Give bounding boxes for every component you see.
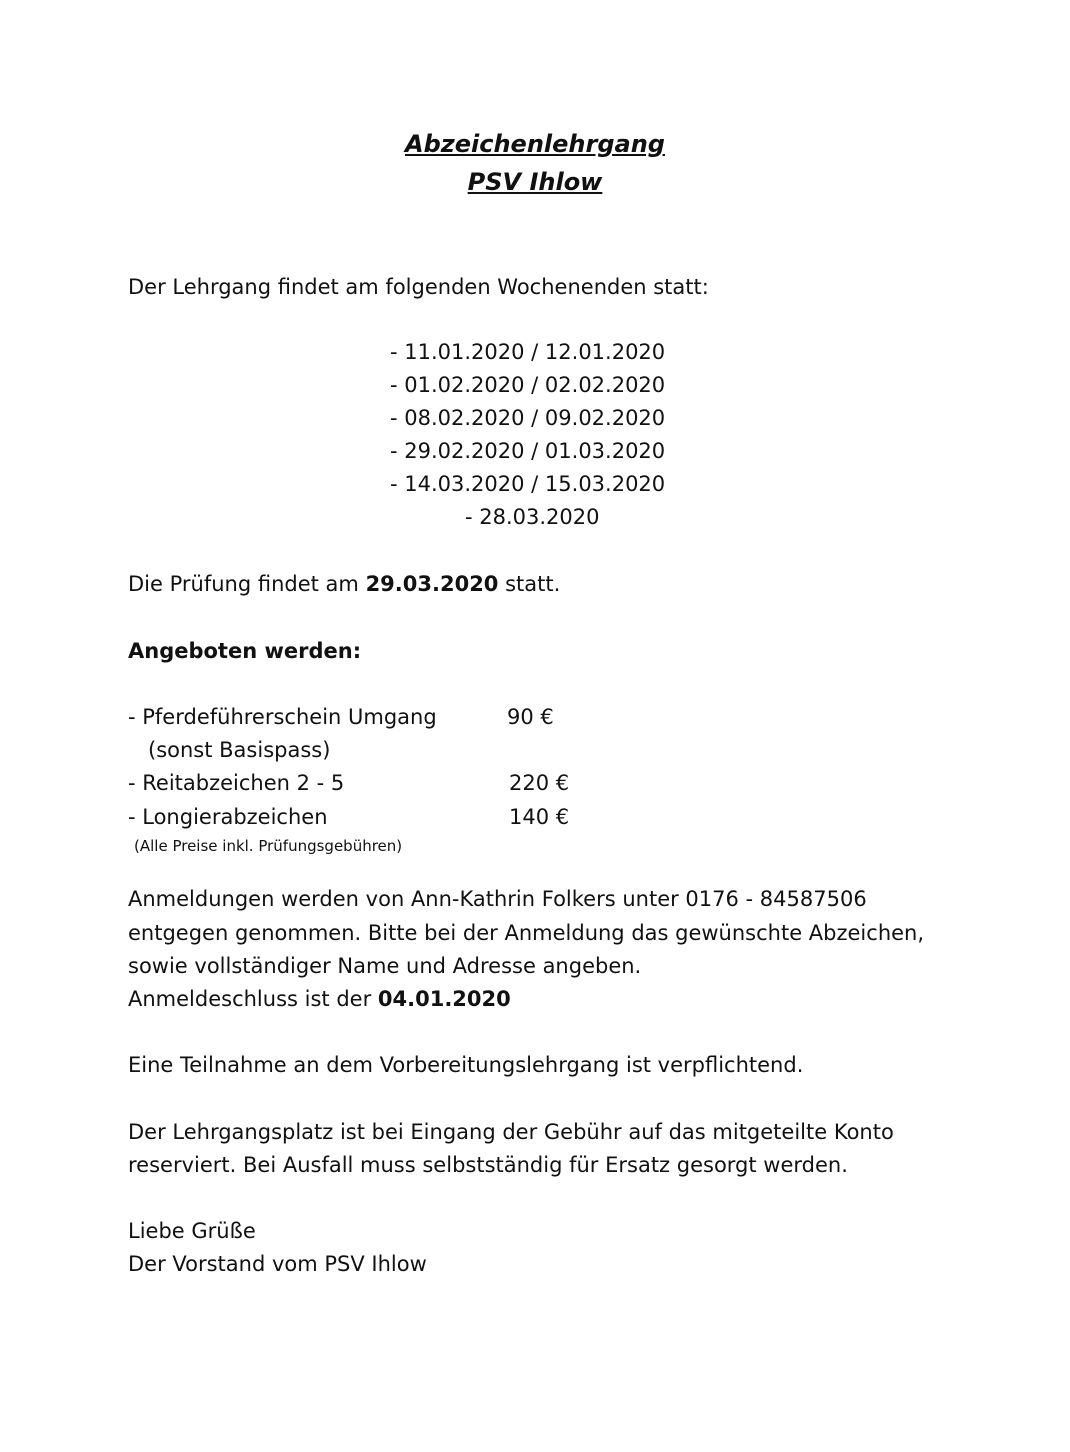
deadline-date: 04.01.2020 (377, 987, 511, 1011)
closing-signature: Der Vorstand vom PSV Ihlow (128, 1252, 427, 1276)
registration-line: sowie vollständiger Name und Adresse angeben. (128, 954, 642, 978)
offer-label: - Pferdeführerschein Umgang (128, 705, 437, 729)
price-note: (Alle Preise inkl. Prüfungsgebühren) (134, 837, 403, 855)
offer-label: - Longierabzeichen (128, 805, 328, 829)
deadline-prefix: Anmeldeschluss ist der (128, 987, 378, 1011)
date-item: - 28.03.2020 (465, 505, 600, 529)
mandatory-text: Eine Teilnahme an dem Vorbereitungslehrgang ist verpflichtend. (128, 1053, 804, 1077)
offer-label: - Reitabzeichen 2 - 5 (128, 771, 345, 795)
registration-line: entgegen genommen. Bitte bei der Anmeldung das gewünschte Abzeichen, (128, 921, 925, 945)
reservation-line: reserviert. Bei Ausfall muss selbstständig für Ersatz gesorgt werden. (128, 1153, 848, 1177)
document-subtitle: PSV Ihlow (467, 168, 603, 196)
registration-deadline (128, 987, 511, 1011)
exam-text (128, 572, 560, 596)
intro-text: Der Lehrgang findet am folgenden Wochenenden statt: (128, 275, 709, 299)
date-item: - 11.01.2020 / 12.01.2020 (390, 340, 666, 364)
exam-prefix: Die Prüfung findet am (128, 572, 366, 596)
offer-note: (sonst Basispass) (148, 738, 331, 762)
closing-greeting: Liebe Grüße (128, 1219, 256, 1243)
offer-price: 140 € (509, 805, 570, 829)
offers-heading: Angeboten werden: (128, 639, 362, 663)
date-item: - 01.02.2020 / 02.02.2020 (390, 373, 666, 397)
exam-date: 29.03.2020 (365, 572, 499, 596)
date-item: - 08.02.2020 / 09.02.2020 (390, 406, 666, 430)
date-item: - 14.03.2020 / 15.03.2020 (390, 472, 666, 496)
registration-line: Anmeldungen werden von Ann-Kathrin Folkers unter 0176 - 84587506 (128, 887, 867, 911)
reservation-line: Der Lehrgangsplatz ist bei Eingang der Gebühr auf das mitgeteilte Konto (128, 1120, 894, 1144)
offer-price: 90 € (507, 705, 554, 729)
exam-suffix: statt. (498, 572, 561, 596)
offer-price: 220 € (509, 771, 570, 795)
document-title: Abzeichenlehrgang (405, 130, 665, 158)
date-item: - 29.02.2020 / 01.03.2020 (390, 439, 666, 463)
